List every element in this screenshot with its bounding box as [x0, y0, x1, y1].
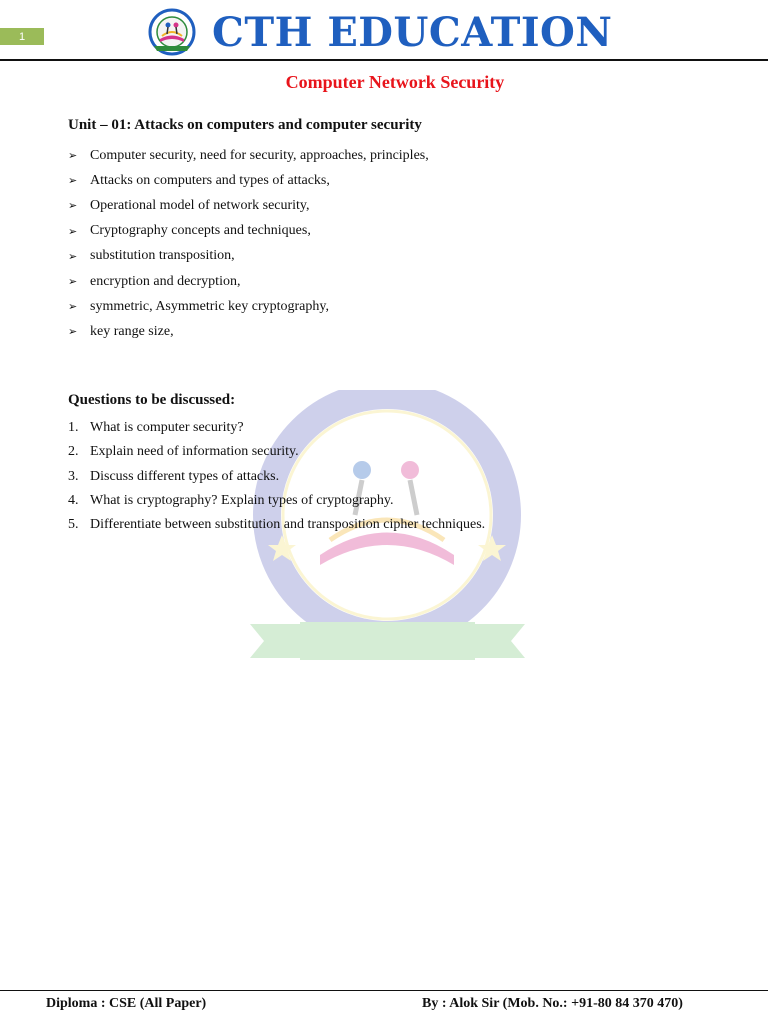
topic-list: [68, 143, 429, 345]
arrow-bullet-icon: ➢: [68, 224, 78, 238]
list-item: [68, 513, 485, 537]
topic-text: substitution transposition,: [90, 248, 235, 264]
list-item: [68, 440, 485, 464]
list-item: [68, 319, 429, 344]
topic-text: key range size,: [90, 323, 174, 339]
arrow-bullet-icon: ➢: [68, 174, 78, 188]
list-item: [68, 193, 429, 218]
page-number-badge: 1: [0, 28, 44, 45]
list-item: [68, 489, 485, 513]
question-number: 3.: [68, 468, 79, 484]
arrow-bullet-icon: ➢: [68, 275, 78, 289]
question-text: Differentiate between substitution and transposition cipher techniques.: [90, 517, 486, 533]
arrow-bullet-icon: ➢: [68, 249, 78, 263]
list-item: [68, 294, 429, 319]
arrow-bullet-icon: ➢: [68, 325, 78, 339]
list-item: [68, 244, 429, 269]
list-item: [68, 416, 485, 440]
list-item: [68, 168, 429, 193]
question-text: What is computer security?: [90, 420, 244, 436]
unit-heading: Unit – 01: Attacks on computers and computer security: [68, 117, 422, 133]
question-text: What is cryptography? Explain types of cryptography.: [90, 493, 394, 509]
question-number: 2.: [68, 444, 79, 460]
topic-text: symmetric, Asymmetric key cryptography,: [90, 298, 329, 314]
brand-name: CTH EDUCATION: [212, 8, 613, 56]
topic-text: Computer security, need for security, approaches, principles,: [90, 147, 429, 163]
topic-text: Attacks on computers and types of attacks,: [90, 172, 330, 188]
list-item: [68, 219, 429, 244]
question-number: 1.: [68, 420, 79, 436]
arrow-bullet-icon: ➢: [68, 199, 78, 213]
arrow-bullet-icon: ➢: [68, 300, 78, 314]
question-text: Discuss different types of attacks.: [90, 468, 280, 484]
header-divider: [0, 59, 768, 61]
cth-logo-icon: [148, 8, 196, 56]
document-title: Computer Network Security: [285, 72, 505, 92]
topic-text: Operational model of network security,: [90, 197, 310, 213]
list-item: [68, 465, 485, 489]
footer-author: By : Alok Sir (Mob. No.: +91-80 84 370 470): [422, 996, 683, 1011]
question-text: Explain need of information security.: [90, 444, 299, 460]
list-item: [68, 143, 429, 168]
footer-course: Diploma : CSE (All Paper): [46, 996, 207, 1011]
arrow-bullet-icon: ➢: [68, 149, 78, 163]
topic-text: encryption and decryption,: [90, 273, 241, 289]
question-number: 5.: [68, 517, 79, 533]
question-number: 4.: [68, 493, 79, 509]
topic-text: Cryptography concepts and techniques,: [90, 223, 311, 239]
question-list: [68, 416, 485, 537]
page-header: [148, 8, 612, 56]
list-item: [68, 269, 429, 294]
footer-divider: [0, 990, 768, 991]
questions-heading: Questions to be discussed:: [68, 392, 236, 408]
